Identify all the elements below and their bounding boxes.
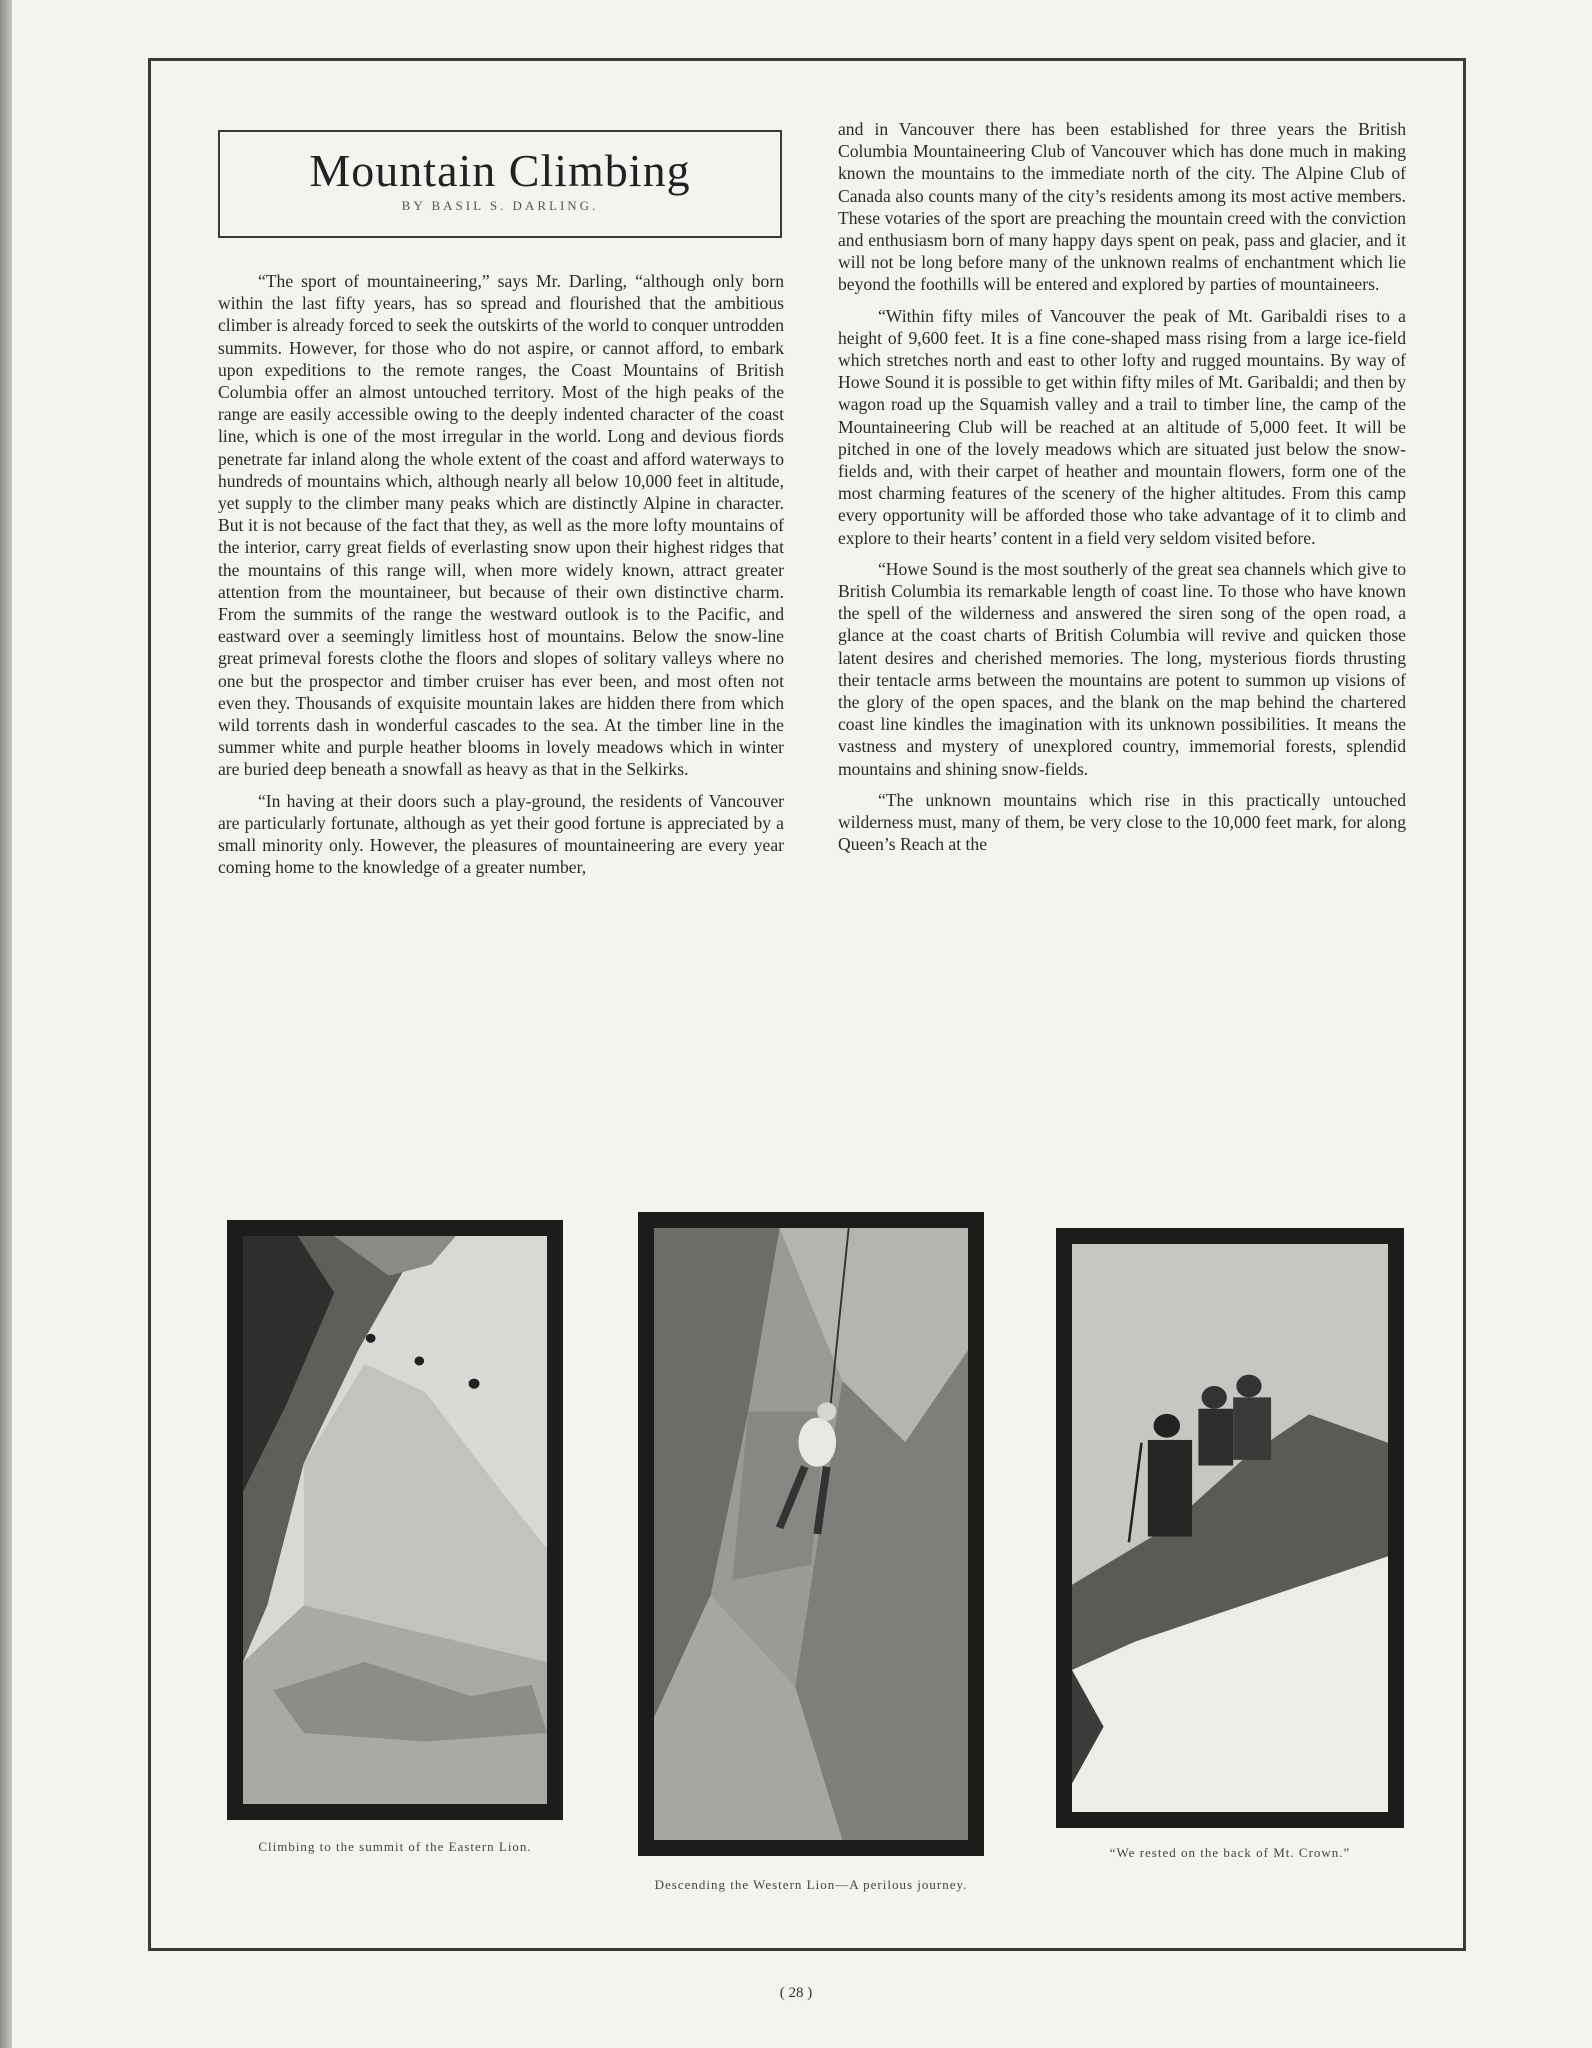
- article-title: Mountain Climbing: [309, 145, 691, 196]
- paragraph: “The sport of mountaineering,” says Mr. Darling, “although only born within the last fifty years, has so spread and flourished that the ambitious climber is already forced to seek the outskirts of the world to conquer untrodden summits. However, for those who do not aspire, or cannot afford, to embark upon expeditions to the remote ranges, the Coast Mountains of British Columbia offer an almost untouched territory. Most of the high peaks of the range are easily accessible owing to the deeply indented character of the coast line, which is one of the most irregular in the world. Long and devious fiords penetrate far inland along the whole extent of the coast and afford waterways to hundreds of mountains which, although nearly all below 10,000 feet in altitude, yet supply to the climber many peaks which are distinctly Alpine in character. But it is not because of the fact that they, as well as the more lofty mountains of the interior, carry great fields of everlasting snow upon their highest ridges that the mountains of this range will, when more widely known, attract greater attention from the mountaineer, but because of their own distinctive charm. From the summits of the range the westward outlook is to the Pacific, and eastward over a seemingly limitless host of mountains. Below the snow-line great primeval forests clothe the floors and slopes of solitary valleys where no one but the prospector and timber cruiser has ever been, and most often not even they. Thousands of exquisite mountain lakes are hidden there from which wild torrents dash in wonderful cascades to the sea. At the timber line in the summer white and purple heather blooms in lovely meadows which in winter are buried deep beneath a snowfall as heavy as that in the Selkirks.: [218, 271, 784, 780]
- photo-eastern-lion: [227, 1220, 563, 1820]
- right-column: [838, 118, 1406, 856]
- paragraph: and in Vancouver there has been established for three years the British Columbia Mountaineering Club of Vancouver which has done much in making known the mountains to the immediate north of the city. The Alpine Club of Canada also counts many of the city’s residents among its most active members. These votaries of the sport are preaching the mountain creed with the conviction and enthusiasm born of many happy days spent on peak, pass and glacier, and it will not be long before many of the unknown realms of enchantment which lie beyond the foothills will be entered and explored by parties of mountaineers.: [838, 119, 1406, 295]
- photo-mt-crown: [1056, 1228, 1404, 1828]
- photo-caption: “We rested on the back of Mt. Crown.”: [1109, 1845, 1351, 1860]
- page-number: ( 28 ): [779, 1985, 813, 2001]
- scan-edge: [0, 0, 12, 2048]
- paragraph: “Within fifty miles of Vancouver the peak of Mt. Garibaldi rises to a height of 9,600 feet. It is a fine cone-shaped mass rising from a large ice-field which stretches north and east to other lofty and rugged mountains. By way of Howe Sound it is possible to get within fifty miles of Mt. Garibaldi; and then by wagon road up the Squamish valley and a trail to timber line, the camp of the Mountaineering Club will be reached at an altitude of 5,000 feet. It will be pitched in one of the lovely meadows which are situated just below the snow-fields and, with their carpet of heather and mountain flowers, form one of the most charming features of the scenery of the higher altitudes. From this camp every opportunity will be afforded those who take advantage of it to climb and explore to their hearts’ content in a field very seldom visited before.: [838, 305, 1406, 548]
- photo-caption: Climbing to the summit of the Eastern Lion.: [258, 1839, 532, 1854]
- paragraph: “In having at their doors such a play-ground, the residents of Vancouver are particularly fortunate, although as yet their good fortune is appreciated by a small minority only. However, the pleasures of mountaineering are every year coming home to the knowledge of a greater number,: [218, 790, 784, 878]
- article-byline: BY BASIL S. DARLING.: [401, 198, 599, 213]
- photo-western-lion: [638, 1212, 984, 1856]
- title-box: [218, 130, 782, 238]
- photo-caption: Descending the Western Lion—A perilous journey.: [654, 1877, 968, 1892]
- paragraph: “The unknown mountains which rise in this practically untouched wilderness must, many of them, be very close to the 10,000 feet mark, for along Queen’s Reach at the: [838, 789, 1406, 855]
- left-column: [218, 270, 784, 878]
- paragraph: “Howe Sound is the most southerly of the great sea channels which give to British Columbia its remarkable length of coast line. To those who have known the spell of the wilderness and answered the siren song of the open road, a glance at the coast charts of British Columbia will revive and quicken those latent desires and cherished memories. The long, mysterious fiords thrusting their tentacle arms between the mountains are potent to summon up visions of the glory of the open spaces, and the blank on the map behind the chartered coast line kindles the imagination with its unknown possibilities. It means the vastness and mystery of unexplored country, immemorial forests, splendid mountains and shining snow-fields.: [838, 558, 1406, 779]
